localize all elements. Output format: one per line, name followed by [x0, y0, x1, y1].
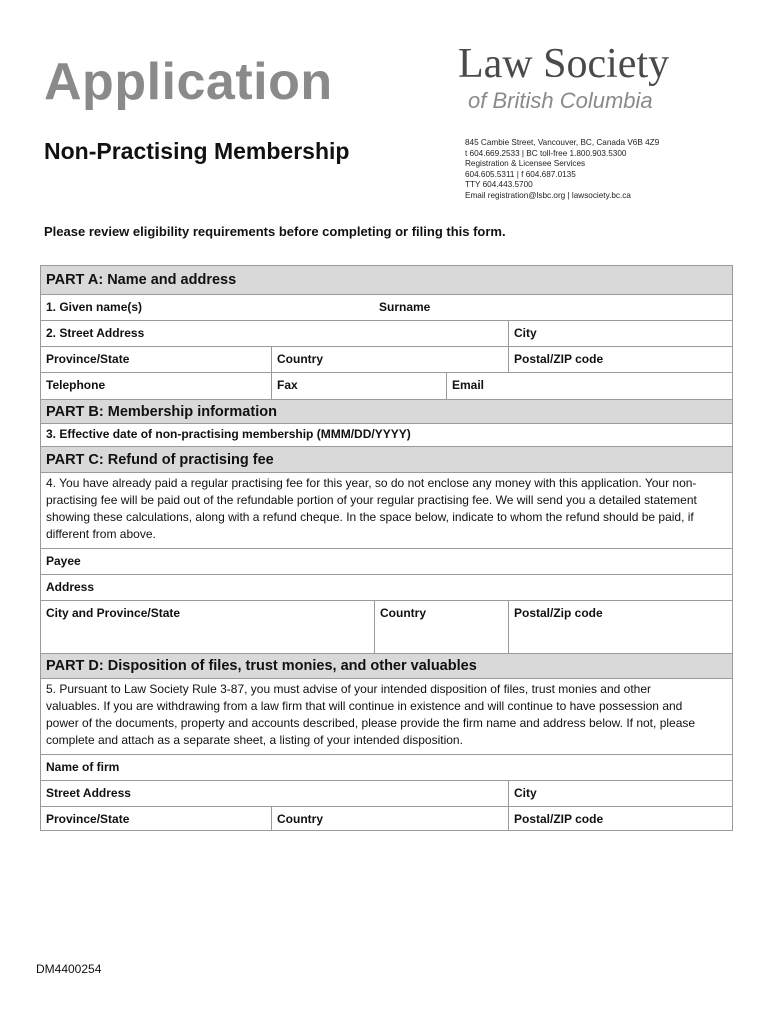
row-effective-date — [41, 424, 732, 446]
part-d-heading: PART D: Disposition of files, trust monies, and other valuables — [41, 653, 732, 679]
instruction-line: 5. Pursuant to Law Society Rule 3-87, you must advise of your intended disposition of files, trust monies and other — [46, 682, 651, 696]
refund-address-field[interactable]: Address — [46, 580, 95, 594]
eligibility-notice: Please review eligibility requirements before completing or filing this form. — [44, 224, 506, 239]
contact-line: Registration & Licensee Services — [465, 159, 586, 169]
instruction-line: power of the documents, property and accounts described, please provide the firm name and address below. If not, please — [46, 716, 696, 730]
street-address-field[interactable]: 2. Street Address — [46, 326, 145, 340]
instruction-line: practising fee will be paid out of the refundable portion of your regular practising fee. We will send you a detailed statement — [46, 493, 697, 507]
instruction-line: valuables. If you are withdrawing from a law firm that will continue in existence and will continue to have possession and — [46, 699, 683, 713]
firm-city-field[interactable]: City — [508, 781, 732, 806]
firm-province-state-field[interactable]: Province/State — [46, 812, 130, 826]
disposition-instructions — [46, 681, 722, 749]
instruction-line: showing these calculations, along with a refund cheque. In the space below, indicate to whom the refund should be paid, if — [46, 510, 694, 524]
part-a-heading: PART A: Name and address — [41, 266, 732, 295]
row-province — [41, 347, 732, 373]
instruction-line: complete and attach as a separate sheet, a listing of your intended disposition. — [46, 733, 463, 747]
row-phone — [41, 373, 732, 399]
postal-zip-field[interactable]: Postal/ZIP code — [508, 347, 732, 372]
fax-field[interactable]: Fax — [271, 373, 446, 399]
instruction-line: 4. You have already paid a regular practising fee for this year, so do not enclose any money with this application. Your non- — [46, 476, 697, 490]
document-id: DM4400254 — [36, 962, 102, 976]
logo-law-society: Law Society — [458, 41, 670, 87]
refund-city-province-field[interactable]: City and Province/State — [46, 606, 181, 620]
refund-postal-zip-field[interactable]: Postal/Zip code — [508, 601, 732, 653]
given-names-field[interactable]: 1. Given name(s) — [46, 300, 143, 314]
effective-date-field[interactable]: 3. Effective date of non-practising membership (MMM/DD/YYYY) — [46, 427, 411, 441]
contact-line: TTY 604.443.5700 — [465, 180, 533, 190]
refund-instructions — [46, 475, 722, 543]
surname-field[interactable]: Surname — [379, 300, 431, 314]
row-address — [41, 575, 732, 601]
payee-field[interactable]: Payee — [46, 554, 81, 568]
contact-line: t 604.669.2533 | BC toll-free 1.800.903.5300 — [465, 148, 627, 158]
row-street — [41, 321, 732, 347]
firm-name-field[interactable]: Name of firm — [46, 760, 120, 774]
row-payee — [41, 549, 732, 575]
part-c-heading: PART C: Refund of practising fee — [41, 446, 732, 473]
logo-subtitle: of British Columbia — [468, 88, 653, 113]
country-field[interactable]: Country — [271, 347, 508, 372]
email-field[interactable]: Email — [446, 373, 732, 399]
telephone-field[interactable]: Telephone — [46, 378, 106, 392]
instruction-line: different from above. — [46, 527, 156, 541]
application-form — [40, 265, 733, 831]
province-state-field[interactable]: Province/State — [46, 352, 130, 366]
contact-line: 845 Cambie Street, Vancouver, BC, Canada V6B 4Z9 — [465, 138, 660, 147]
firm-postal-zip-field[interactable]: Postal/ZIP code — [508, 807, 732, 831]
row-refund-city — [41, 601, 732, 653]
form-subtitle: Non-Practising Membership — [44, 138, 350, 164]
firm-country-field[interactable]: Country — [271, 807, 508, 831]
page-title: Application — [44, 53, 333, 111]
firm-street-address-field[interactable]: Street Address — [46, 786, 131, 800]
part-c-instructions — [41, 473, 732, 549]
row-firm-street — [41, 781, 732, 807]
contact-line: 604.605.5311 | f 604.687.0135 — [465, 169, 576, 179]
contact-info — [465, 138, 659, 202]
part-b-heading: PART B: Membership information — [41, 399, 732, 424]
refund-country-field[interactable]: Country — [374, 601, 508, 653]
row-firm-name — [41, 755, 732, 781]
contact-line: Email registration@lsbc.org | lawsociety.bc.ca — [465, 190, 631, 200]
row-firm-province — [41, 807, 732, 831]
city-field[interactable]: City — [508, 321, 732, 346]
row-names — [41, 295, 732, 321]
part-d-instructions — [41, 679, 732, 755]
